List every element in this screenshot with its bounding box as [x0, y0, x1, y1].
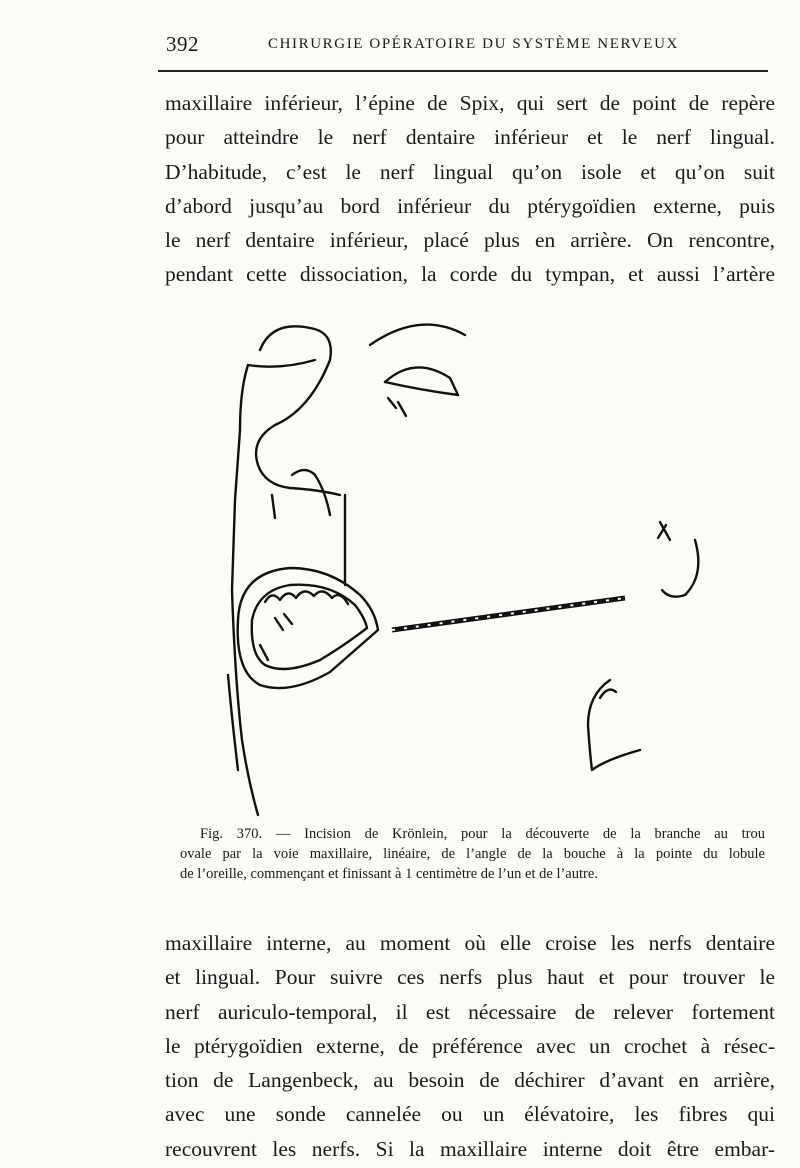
text-line: recouvrent les nerfs. Si la maxillaire interne doit être embar- — [165, 1136, 775, 1161]
paragraph-bottom — [165, 926, 775, 1166]
text-line: nerf auriculo-temporal, il est nécessaire de relever fortement — [165, 999, 775, 1024]
nose-outline — [256, 326, 340, 495]
text-line: D’habitude, c’est le nerf lingual qu’on isole et qu’on suit — [165, 159, 775, 184]
figure-face-illustration — [180, 300, 780, 820]
ear-upper — [662, 540, 698, 597]
running-head — [158, 30, 758, 58]
caption-line: ovale par la voie maxillaire, linéaire, de l’angle de la bouche à la pointe du lobule — [180, 846, 765, 862]
text-line: d’abord jusqu’au bord inférieur du ptérygoïdien externe, puis — [165, 193, 775, 218]
text-line: maxillaire interne, au moment où elle croise les nerfs dentaire — [165, 931, 775, 955]
eye-lower-lid — [385, 382, 458, 395]
ear-lower — [588, 680, 640, 770]
text-line: maxillaire inférieur, l’épine de Spix, qui sert de point de repère — [165, 91, 775, 115]
eye-lashes — [388, 398, 406, 416]
running-title: CHIRURGIE OPÉRATOIRE DU SYSTÈME NERVEUX — [268, 36, 679, 52]
text-line: le nerf dentaire inférieur, placé plus en arrière. On rencontre, — [165, 228, 775, 253]
text-line: tion de Langenbeck, au besoin de déchirer d’avant en arrière, — [165, 1068, 775, 1093]
eye-upper-lid — [385, 367, 458, 395]
ear-mark — [658, 522, 670, 540]
nose-bridge — [248, 360, 315, 367]
text-line: et lingual. Pour suivre ces nerfs plus haut et pour trouver le — [165, 965, 775, 990]
caption-line: de l’oreille, commençant et finissant à 1 centimètre de l’un et de l’autre. — [180, 866, 598, 882]
figure-caption — [180, 824, 765, 884]
eyebrow-line — [370, 325, 465, 345]
page-number: 392 — [166, 32, 199, 56]
text-line: avec une sonde cannelée ou un élévatoire, les fibres qui — [165, 1102, 775, 1127]
nostril — [292, 470, 330, 515]
ear-lobe-hook — [600, 690, 616, 698]
face-drawing-icon — [180, 300, 780, 820]
tongue-line — [260, 645, 268, 660]
caption-line: Fig. 370. — Incision de Krönlein, pour la découverte de la branche au trou — [200, 826, 765, 842]
text-line: pour atteindre le nerf dentaire inférieur et le nerf lingual. — [165, 125, 775, 150]
text-line: le ptérygoïdien externe, de préférence avec un crochet à résec- — [165, 1033, 775, 1058]
header-rule — [158, 70, 768, 72]
text-line: pendant cette dissociation, la corde du tympan, et aussi l’artère — [165, 262, 775, 287]
incision-line — [392, 598, 625, 630]
paragraph-top — [165, 86, 775, 292]
philtrum-left — [272, 495, 275, 518]
teeth-detail — [275, 614, 292, 630]
